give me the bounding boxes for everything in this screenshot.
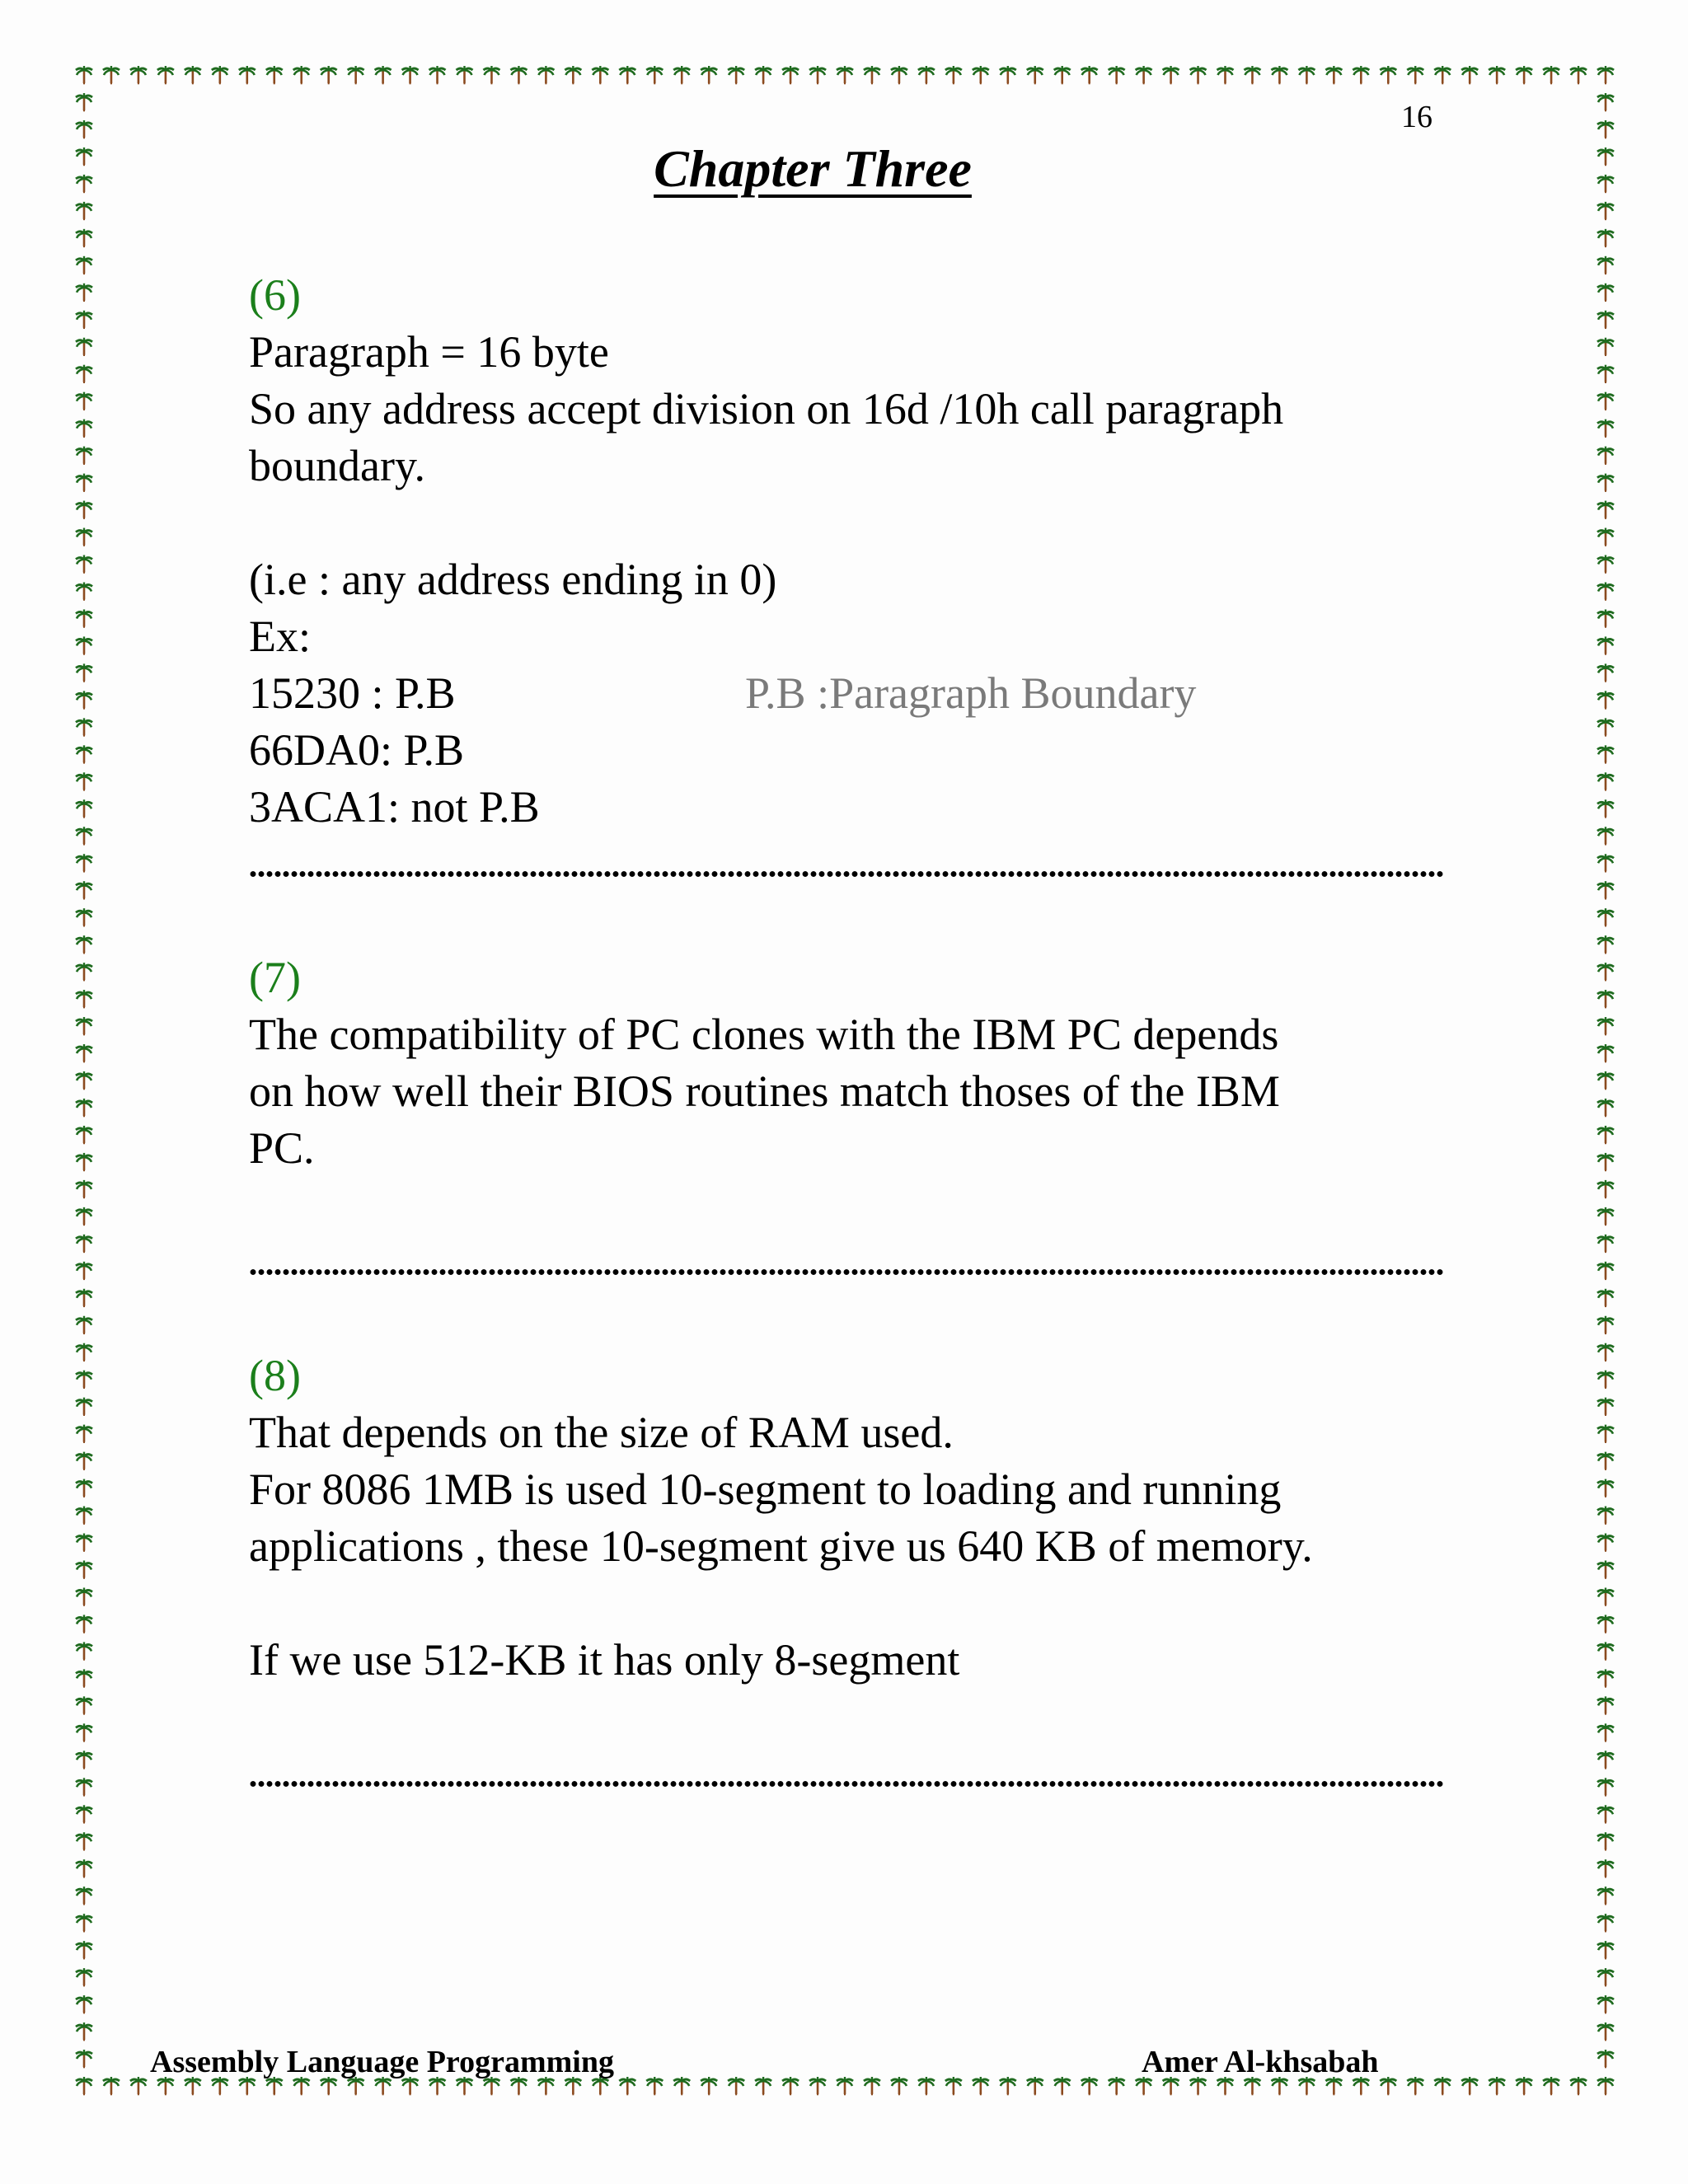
palm-tree-icon [293, 66, 310, 83]
palm-tree-icon [1597, 799, 1614, 817]
palm-tree-icon [1597, 1371, 1614, 1388]
palm-tree-icon [1434, 66, 1451, 83]
palm-tree-icon [76, 1017, 92, 1034]
palm-tree-icon [1461, 2077, 1478, 2094]
palm-tree-icon [76, 120, 92, 138]
palm-tree-icon [1597, 772, 1614, 790]
section-6-line: boundary. [249, 441, 425, 490]
palm-tree-icon [76, 908, 92, 926]
section-6-number: (6) [249, 270, 301, 320]
palm-tree-icon [701, 2077, 717, 2094]
palm-tree-icon [945, 66, 962, 83]
palm-tree-icon [1434, 2077, 1451, 2094]
palm-tree-icon [1597, 1723, 1614, 1741]
palm-tree-icon [755, 66, 771, 83]
palm-tree-icon [76, 1262, 92, 1279]
palm-tree-icon [130, 66, 147, 83]
palm-tree-icon [76, 1886, 92, 1904]
palm-tree-icon [1597, 1914, 1614, 1931]
palm-tree-icon [1597, 827, 1614, 844]
palm-tree-icon [1325, 66, 1342, 83]
palm-tree-icon [76, 256, 92, 274]
palm-tree-icon [1597, 963, 1614, 980]
palm-tree-icon [76, 1425, 92, 1442]
palm-tree-icon [1597, 1235, 1614, 1252]
palm-tree-icon [76, 1289, 92, 1306]
palm-tree-icon [76, 1832, 92, 1849]
palm-tree-icon [1597, 636, 1614, 654]
palm-tree-icon [76, 1343, 92, 1361]
palm-tree-icon [76, 1452, 92, 1469]
footer-course-title: Assembly Language Programming [150, 2045, 614, 2079]
palm-tree-icon [1597, 854, 1614, 871]
palm-tree-icon [76, 935, 92, 953]
section-6-line: Ex: [249, 612, 311, 661]
palm-tree-icon [646, 66, 663, 83]
palm-tree-icon [76, 1153, 92, 1170]
palm-tree-icon [1597, 1262, 1614, 1279]
palm-tree-icon [1597, 1642, 1614, 1659]
palm-tree-icon [76, 1669, 92, 1686]
palm-tree-icon [1597, 1180, 1614, 1197]
palm-tree-icon [76, 93, 92, 110]
spacer [249, 494, 1452, 551]
palm-tree-icon [1597, 555, 1614, 573]
palm-tree-icon [864, 2077, 880, 2094]
palm-tree-icon [130, 2077, 147, 2094]
palm-tree-icon [185, 66, 201, 83]
palm-tree-icon [76, 66, 92, 83]
palm-tree-icon [945, 2077, 962, 2094]
palm-tree-icon [76, 1316, 92, 1333]
section-7-number: (7) [249, 953, 301, 1002]
palm-tree-icon [1597, 501, 1614, 518]
palm-tree-icon [76, 1914, 92, 1931]
palm-tree-icon [1054, 2077, 1071, 2094]
palm-tree-icon [1597, 718, 1614, 735]
palm-tree-icon [76, 1968, 92, 1985]
palm-tree-icon [973, 66, 989, 83]
palm-tree-icon [76, 311, 92, 328]
palm-tree-icon [76, 419, 92, 437]
palm-tree-icon [1597, 1534, 1614, 1551]
palm-tree-icon [76, 1479, 92, 1497]
palm-tree-icon [76, 1371, 92, 1388]
palm-tree-icon [1597, 1995, 1614, 2013]
palm-tree-icon [266, 66, 283, 83]
palm-tree-icon [673, 2077, 690, 2094]
palm-tree-icon [755, 2077, 771, 2094]
spacer [249, 893, 1452, 949]
palm-tree-icon [1597, 691, 1614, 708]
palm-tree-icon [76, 2050, 92, 2067]
palm-tree-icon [1163, 66, 1179, 83]
palm-tree-icon [918, 66, 935, 83]
spacer [249, 1291, 1452, 1347]
palm-tree-icon [619, 2077, 635, 2094]
palm-tree-icon [1597, 1669, 1614, 1686]
palm-tree-icon [1109, 66, 1125, 83]
palm-tree-icon [1109, 2077, 1125, 2094]
palm-tree-icon [1597, 745, 1614, 762]
page-content [249, 267, 1452, 1802]
palm-tree-icon [1597, 1017, 1614, 1034]
palm-tree-icon [1597, 1316, 1614, 1333]
palm-tree-icon [1597, 1832, 1614, 1849]
palm-tree-icon [1597, 1750, 1614, 1768]
palm-tree-icon [1489, 2077, 1505, 2094]
palm-tree-icon [76, 1071, 92, 1089]
palm-tree-icon [76, 881, 92, 898]
palm-tree-icon [1597, 609, 1614, 626]
palm-tree-icon [592, 66, 608, 83]
palm-tree-icon [701, 66, 717, 83]
palm-tree-icon [76, 1126, 92, 1143]
palm-tree-icon [457, 66, 473, 83]
palm-tree-icon [1489, 66, 1505, 83]
palm-tree-icon [76, 1642, 92, 1659]
palm-tree-icon [1597, 1587, 1614, 1605]
palm-tree-icon [76, 1180, 92, 1197]
palm-tree-icon [1597, 2022, 1614, 2040]
palm-tree-icon [1027, 2077, 1043, 2094]
palm-tree-icon [1380, 66, 1396, 83]
example-text: 15230 : P.B [249, 668, 456, 718]
palm-tree-icon [1597, 474, 1614, 491]
palm-tree-icon [809, 66, 826, 83]
palm-tree-icon [76, 338, 92, 355]
palm-tree-icon [973, 2077, 989, 2094]
dotted-separator [249, 1746, 1452, 1802]
palm-tree-icon [1543, 66, 1559, 83]
palm-tree-icon [782, 66, 799, 83]
palm-tree-icon [76, 963, 92, 980]
palm-tree-icon [76, 1398, 92, 1415]
palm-tree-icon [212, 66, 228, 83]
example-row [249, 665, 1452, 722]
palm-tree-icon [76, 1587, 92, 1605]
palm-tree-icon [1597, 1126, 1614, 1143]
palm-tree-icon [1597, 908, 1614, 926]
palm-tree-icon [1543, 2077, 1559, 2094]
section-8-line: That depends on the size of RAM used. [249, 1408, 954, 1457]
section-7-line: The compatibility of PC clones with the IBM PC depends [249, 1010, 1279, 1059]
palm-tree-icon [809, 2077, 826, 2094]
palm-tree-icon [1000, 66, 1016, 83]
palm-tree-icon [1000, 2077, 1016, 2094]
palm-tree-icon [76, 2022, 92, 2040]
palm-tree-icon [76, 1207, 92, 1225]
section-7-line: PC. [249, 1123, 315, 1173]
palm-tree-icon [565, 66, 581, 83]
palm-tree-icon [239, 66, 256, 83]
palm-tree-icon [1597, 1778, 1614, 1795]
section-8-line: For 8086 1MB is used 10-segment to loading and running [249, 1465, 1282, 1514]
section-6-line: So any address accept division on 16d /10h call paragraph [249, 384, 1284, 434]
palm-tree-icon [1597, 419, 1614, 437]
palm-tree-icon [103, 66, 120, 83]
palm-tree-icon [76, 1099, 92, 1116]
dotted-separator [249, 1234, 1452, 1291]
palm-tree-icon [1217, 66, 1234, 83]
palm-tree-icon [76, 365, 92, 382]
palm-tree-icon [76, 447, 92, 464]
palm-tree-icon [348, 66, 364, 83]
page-number: 16 [1401, 100, 1432, 134]
palm-tree-icon [1597, 1886, 1614, 1904]
palm-tree-icon [918, 2077, 935, 2094]
palm-tree-icon [1597, 1805, 1614, 1822]
palm-tree-icon [76, 745, 92, 762]
dotted-separator [249, 836, 1452, 893]
example-row: 3ACA1: not P.B [249, 782, 540, 832]
palm-tree-icon [76, 1941, 92, 1958]
palm-tree-icon [76, 990, 92, 1007]
palm-tree-icon [728, 2077, 744, 2094]
palm-tree-icon [1597, 229, 1614, 246]
palm-tree-icon [1597, 1044, 1614, 1062]
palm-tree-icon [76, 718, 92, 735]
palm-tree-icon [1570, 66, 1587, 83]
palm-tree-icon [76, 636, 92, 654]
palm-tree-icon [1597, 1099, 1614, 1116]
palm-tree-icon [728, 66, 744, 83]
palm-tree-icon [1597, 935, 1614, 953]
palm-tree-icon [1597, 990, 1614, 1007]
palm-tree-icon [76, 1805, 92, 1822]
palm-tree-icon [76, 2077, 92, 2094]
section-8-line: If we use 512-KB it has only 8-segment [249, 1635, 960, 1685]
palm-tree-icon [76, 1044, 92, 1062]
palm-tree-icon [1081, 2077, 1098, 2094]
paragraph-boundary-note: P.B :Paragraph Boundary [745, 668, 1197, 718]
palm-tree-icon [1407, 66, 1423, 83]
palm-tree-icon [1597, 1479, 1614, 1497]
palm-tree-icon [1597, 1561, 1614, 1578]
palm-tree-icon [76, 392, 92, 410]
palm-tree-icon [76, 528, 92, 546]
palm-tree-icon [103, 2077, 120, 2094]
palm-tree-icon [510, 66, 527, 83]
section-6-line: Paragraph = 16 byte [249, 327, 609, 377]
palm-tree-icon [864, 66, 880, 83]
palm-tree-icon [1081, 66, 1098, 83]
palm-tree-icon [76, 827, 92, 844]
palm-tree-icon [1597, 1343, 1614, 1361]
palm-tree-icon [1407, 2077, 1423, 2094]
palm-tree-icon [1597, 66, 1614, 83]
palm-tree-icon [1597, 338, 1614, 355]
example-row: 66DA0: P.B [249, 725, 465, 775]
palm-tree-icon [782, 2077, 799, 2094]
palm-tree-icon [1516, 66, 1532, 83]
palm-tree-icon [1597, 311, 1614, 328]
palm-tree-icon [76, 1561, 92, 1578]
palm-tree-icon [837, 2077, 853, 2094]
palm-tree-icon [76, 772, 92, 790]
palm-tree-icon [1597, 2077, 1614, 2094]
palm-tree-icon [1597, 93, 1614, 110]
palm-tree-icon [1244, 66, 1260, 83]
palm-tree-icon [76, 202, 92, 219]
section-7-line: on how well their BIOS routines match thoses of the IBM [249, 1066, 1280, 1116]
palm-tree-icon [76, 501, 92, 518]
palm-tree-icon [76, 474, 92, 491]
palm-tree-icon [1271, 66, 1287, 83]
palm-tree-icon [1054, 66, 1071, 83]
section-6-line: (i.e : any address ending in 0) [249, 555, 777, 604]
palm-tree-icon [1597, 1941, 1614, 1958]
palm-tree-icon [402, 66, 419, 83]
palm-tree-icon [1027, 66, 1043, 83]
palm-tree-icon [673, 66, 690, 83]
palm-tree-icon [1597, 1071, 1614, 1089]
palm-tree-icon [837, 66, 853, 83]
palm-tree-icon [537, 66, 554, 83]
palm-tree-icon [76, 555, 92, 573]
section-8-line: applications , these 10-segment give us 640 KB of memory. [249, 1521, 1313, 1571]
palm-tree-icon [76, 799, 92, 817]
palm-tree-icon [1597, 447, 1614, 464]
palm-tree-icon [429, 66, 446, 83]
palm-tree-icon [891, 66, 907, 83]
palm-tree-icon [1597, 1425, 1614, 1442]
palm-tree-icon [619, 66, 635, 83]
palm-tree-icon [1597, 582, 1614, 599]
palm-tree-icon [1380, 2077, 1396, 2094]
palm-tree-icon [1597, 528, 1614, 546]
palm-tree-icon [1298, 66, 1315, 83]
palm-tree-icon [76, 582, 92, 599]
palm-tree-icon [1190, 66, 1207, 83]
palm-tree-icon [1597, 120, 1614, 138]
palm-tree-icon [891, 2077, 907, 2094]
palm-tree-icon [76, 691, 92, 708]
palm-tree-icon [1597, 392, 1614, 410]
palm-tree-icon [1597, 1452, 1614, 1469]
palm-tree-icon [1597, 1153, 1614, 1170]
palm-tree-icon [1597, 1289, 1614, 1306]
palm-tree-icon [1461, 66, 1478, 83]
palm-tree-icon [1597, 1207, 1614, 1225]
palm-tree-icon [76, 284, 92, 301]
palm-tree-icon [76, 609, 92, 626]
palm-tree-icon [157, 66, 174, 83]
palm-tree-icon [1597, 663, 1614, 681]
palm-tree-icon [76, 1859, 92, 1877]
spacer [249, 1575, 1452, 1632]
section-8-number: (8) [249, 1351, 301, 1400]
spacer [249, 1689, 1452, 1746]
palm-tree-icon [1597, 284, 1614, 301]
palm-tree-icon [1597, 881, 1614, 898]
palm-tree-icon [76, 1696, 92, 1713]
palm-tree-icon [1597, 1968, 1614, 1985]
palm-tree-icon [1597, 1696, 1614, 1713]
palm-tree-icon [483, 66, 499, 83]
palm-tree-icon [76, 854, 92, 871]
palm-tree-icon [1597, 2050, 1614, 2067]
palm-tree-icon [1597, 1507, 1614, 1524]
palm-tree-icon [76, 229, 92, 246]
palm-tree-icon [76, 1723, 92, 1741]
palm-tree-icon [1597, 1615, 1614, 1632]
palm-tree-icon [1516, 2077, 1532, 2094]
palm-tree-icon [1597, 1398, 1614, 1415]
palm-tree-icon [76, 1235, 92, 1252]
palm-tree-icon [76, 1995, 92, 2013]
chapter-title: Chapter Three [654, 139, 972, 198]
palm-tree-icon [1597, 365, 1614, 382]
palm-tree-icon [1353, 66, 1369, 83]
palm-tree-icon [76, 1507, 92, 1524]
footer-author: Amer Al-khsabah [1142, 2045, 1379, 2079]
palm-tree-icon [1597, 202, 1614, 219]
palm-tree-icon [76, 1534, 92, 1551]
palm-tree-icon [1570, 2077, 1587, 2094]
palm-tree-icon [646, 2077, 663, 2094]
spacer [249, 1177, 1452, 1234]
palm-tree-icon [1136, 66, 1152, 83]
palm-tree-icon [375, 66, 392, 83]
palm-tree-icon [321, 66, 337, 83]
palm-tree-icon [1597, 256, 1614, 274]
palm-tree-icon [76, 1615, 92, 1632]
palm-tree-icon [76, 1750, 92, 1768]
palm-tree-icon [76, 1778, 92, 1795]
palm-tree-icon [1597, 1859, 1614, 1877]
palm-tree-icon [76, 663, 92, 681]
